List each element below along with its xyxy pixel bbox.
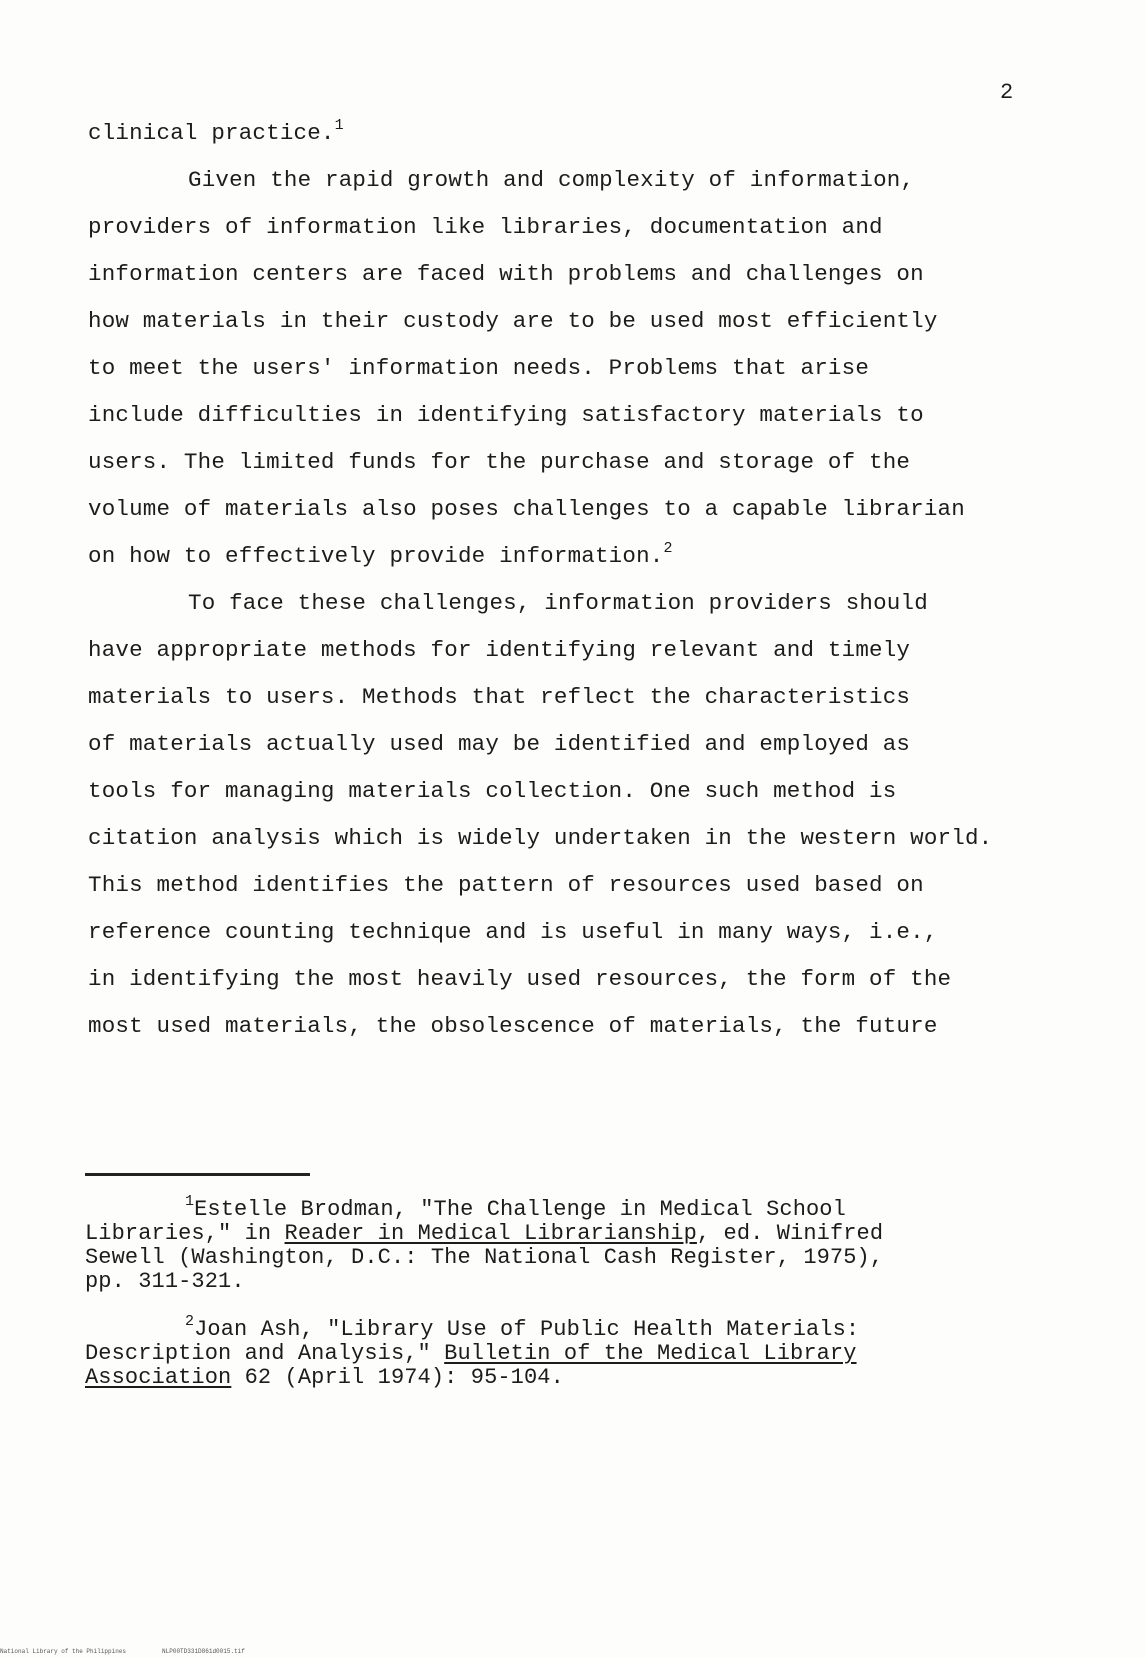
body-line: reference counting technique and is useful in many ways, i.e., xyxy=(88,919,938,945)
body-line: of materials actually used may be identified and employed as xyxy=(88,731,911,757)
footnote-2-line: Description and Analysis," Bulletin of the Medical Library xyxy=(85,1341,857,1366)
body-line: clinical practice.$^1$ xyxy=(88,117,344,146)
body-line: how materials in their custody are to be used most efficiently xyxy=(88,308,938,334)
body-line: To face these challenges, information providers should xyxy=(188,590,928,616)
body-line: have appropriate methods for identifying relevant and timely xyxy=(88,637,911,663)
footnote-2-line: Association 62 (April 1974): 95-104. xyxy=(85,1365,564,1390)
footnote-separator xyxy=(85,1173,310,1176)
body-line: materials to users. Methods that reflect the characteristics xyxy=(88,684,911,710)
footnote-ref-1: 1 xyxy=(334,117,344,134)
body-line: information centers are faced with problems and challenges on xyxy=(88,261,924,287)
footnote-1: $^1$Estelle Brodman, "The Challenge in Medical School xyxy=(185,1193,846,1222)
page-number: 2 xyxy=(1000,80,1014,105)
footnote-2: $^2$Joan Ash, "Library Use of Public Health Materials: xyxy=(185,1313,860,1342)
body-line: This method identifies the pattern of resources used based on xyxy=(88,872,924,898)
citation-title: Association xyxy=(85,1365,232,1390)
footnote-1-line: pp. 311-321. xyxy=(85,1269,245,1294)
body-line: tools for managing materials collection. One such method is xyxy=(88,778,897,804)
citation-title: Reader in Medical Librarianship xyxy=(284,1221,697,1246)
body-line: providers of information like libraries, documentation and xyxy=(88,214,883,240)
citation-title: Bulletin of the Medical Library xyxy=(444,1341,857,1366)
footnote-1-line: Sewell (Washington, D.C.: The National Cash Register, 1975), xyxy=(85,1245,884,1270)
body-line: volume of materials also poses challenges to a capable librarian xyxy=(88,496,965,522)
scan-footer: National Library of the Philippines NLP00TD331D861d0015.tif xyxy=(0,1648,245,1655)
footnote-1-line: Libraries," in Reader in Medical Librarianship, ed. Winifred xyxy=(85,1221,884,1246)
body-line: most used materials, the obsolescence of materials, the future xyxy=(88,1013,938,1039)
body-line: on how to effectively provide information.$^2$ xyxy=(88,540,673,569)
footnote-ref-2: 2 xyxy=(663,540,673,557)
body-line: to meet the users' information needs. Problems that arise xyxy=(88,355,870,381)
body-line: citation analysis which is widely undertaken in the western world. xyxy=(88,825,993,851)
body-line: in identifying the most heavily used resources, the form of the xyxy=(88,966,952,992)
body-line: users. The limited funds for the purchase and storage of the xyxy=(88,449,911,475)
body-line: Given the rapid growth and complexity of information, xyxy=(188,167,915,193)
body-line: include difficulties in identifying satisfactory materials to xyxy=(88,402,924,428)
